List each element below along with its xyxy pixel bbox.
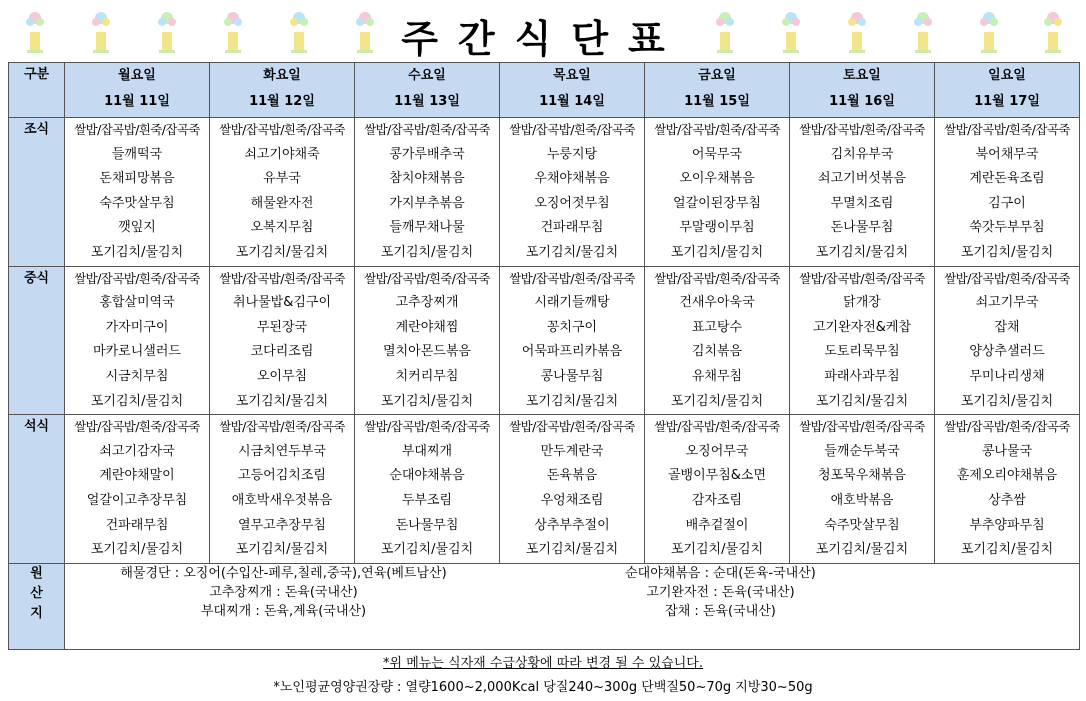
menu-item: 쇠고기야채죽 [244, 146, 320, 162]
menu-item: 쌀밥/잡곡밥/흰죽/잡곡죽 [944, 419, 1070, 435]
origin-item: 부대찌개 : 돈육,계육(국내산) [200, 603, 367, 619]
menu-item: 쌀밥/잡곡밥/흰죽/잡곡죽 [364, 122, 490, 137]
menu-cell [355, 415, 500, 564]
menu-item: 북어채무국 [975, 146, 1039, 162]
menu-item: 상추쌈 [988, 492, 1026, 508]
menu-cell [65, 415, 210, 564]
menu-item: 고추장찌개 [395, 295, 459, 311]
menu-item: 계란야채말이 [99, 468, 175, 484]
menu-item: 쌀밥/잡곡밥/흰죽/잡곡죽 [944, 122, 1070, 137]
menu-item: 콩가루배추국 [389, 146, 465, 162]
menu-item: 훈제오리야채볶음 [956, 468, 1058, 484]
menu-item: 마카로니샐러드 [93, 344, 181, 360]
menu-cell [500, 118, 645, 267]
day-header [65, 63, 210, 118]
menu-item: 포기김치/물김치 [670, 244, 764, 260]
menu-item: 애호박새우젓볶음 [231, 492, 333, 508]
menu-item: 깻잎지 [118, 220, 156, 236]
menu-item: 취나물밥&김구이 [232, 295, 332, 311]
origin-column-left [65, 564, 502, 621]
menu-item: 시래기들깨탕 [534, 295, 610, 311]
menu-item: 어묵무국 [691, 146, 743, 162]
menu-item: 건파래무침 [540, 220, 604, 236]
menu-item: 들깨무채나물 [389, 220, 465, 236]
weekly-menu-table [8, 62, 1080, 650]
menu-cell [790, 415, 935, 564]
menu-item: 쌀밥/잡곡밥/흰죽/잡곡죽 [364, 270, 490, 286]
menu-item: 포기김치/물김치 [235, 393, 329, 409]
menu-item: 어묵파프리카볶음 [521, 344, 623, 360]
origin-item: 순대야채볶음 : 순대(돈육-국내산) [625, 565, 816, 581]
menu-item: 계란야채찜 [395, 319, 459, 335]
dinner-row [9, 415, 1080, 564]
menu-item: 오이무침 [256, 368, 308, 384]
menu-item: 쌀밥/잡곡밥/흰죽/잡곡죽 [219, 419, 345, 435]
header-row [9, 63, 1080, 118]
menu-cell [645, 415, 790, 564]
menu-item: 숙주맛살무침 [99, 195, 175, 211]
menu-item: 쌀밥/잡곡밥/흰죽/잡곡죽 [219, 270, 345, 286]
menu-item: 유부국 [263, 171, 301, 187]
menu-item: 쌀밥/잡곡밥/흰죽/잡곡죽 [799, 122, 925, 137]
menu-item: 도토리묵무침 [824, 344, 900, 360]
menu-item: 코다리조림 [250, 344, 314, 360]
menu-item: 양상추샐러드 [969, 344, 1045, 360]
nutrition-note: *노인평균영양권장량 : 열량1600~2,000Kcal 당질240~300g 단백질50~70g 지방30~50g [273, 680, 813, 695]
origin-column-right [502, 564, 939, 621]
day-date: 11월 16일 [829, 94, 895, 109]
menu-item: 시금치무침 [105, 368, 169, 384]
meal-label: 석식 [9, 415, 65, 564]
menu-item: 시금치연두부국 [238, 443, 326, 459]
origin-row [9, 563, 1080, 649]
day-date: 11월 15일 [684, 94, 750, 109]
menu-item: 얼갈이된장무침 [673, 195, 761, 211]
menu-item: 쌀밥/잡곡밥/흰죽/잡곡죽 [654, 419, 780, 435]
menu-item: 콩나물국 [981, 443, 1033, 459]
day-date: 11월 13일 [394, 94, 460, 109]
menu-item: 쌀밥/잡곡밥/흰죽/잡곡죽 [74, 122, 200, 137]
origin-item: 고기완자전 : 돈육(국내산) [646, 584, 795, 600]
day-date: 11월 11일 [104, 94, 170, 109]
menu-cell [935, 415, 1080, 564]
menu-item: 우엉채조림 [540, 492, 604, 508]
menu-item: 포기김치/물김치 [815, 393, 909, 409]
menu-cell [500, 415, 645, 564]
menu-cell [645, 118, 790, 267]
day-date: 11월 17일 [974, 94, 1040, 109]
menu-item: 들깨순두북국 [824, 443, 900, 459]
menu-item: 콩나물무침 [540, 368, 604, 384]
day-name: 수요일 [408, 68, 446, 83]
menu-cell [65, 266, 210, 415]
day-date: 11월 14일 [539, 94, 605, 109]
menu-item: 오징어젓무침 [534, 195, 610, 211]
menu-item: 쌀밥/잡곡밥/흰죽/잡곡죽 [944, 270, 1070, 286]
origin-item: 잡채 : 돈육(국내산) [665, 603, 776, 619]
day-name: 목요일 [553, 68, 591, 83]
breakfast-row [9, 118, 1080, 267]
day-name: 일요일 [988, 68, 1026, 83]
menu-item: 쇠고기무국 [975, 295, 1039, 311]
menu-item: 오이우채볶음 [679, 171, 755, 187]
menu-cell [935, 118, 1080, 267]
menu-item: 쌀밥/잡곡밥/흰죽/잡곡죽 [74, 270, 200, 286]
menu-item: 누룽지탕 [546, 146, 598, 162]
menu-item: 쑥갓두부무침 [969, 220, 1045, 236]
menu-cell [65, 118, 210, 267]
menu-item: 파래사과무침 [824, 368, 900, 384]
menu-item: 포기김치/물김치 [815, 244, 909, 260]
menu-item: 만두계란국 [540, 443, 604, 459]
menu-item: 고등어김치조림 [238, 468, 326, 484]
origin-info [65, 563, 1080, 649]
day-name: 토요일 [843, 68, 881, 83]
menu-item: 돈나물무침 [830, 220, 894, 236]
menu-item: 순대야채볶음 [389, 468, 465, 484]
day-header [935, 63, 1080, 118]
menu-item: 상추부추절이 [534, 517, 610, 533]
menu-item: 두부조림 [401, 492, 453, 508]
menu-item: 건새우아욱국 [679, 295, 755, 311]
menu-item: 쌀밥/잡곡밥/흰죽/잡곡죽 [219, 122, 345, 137]
menu-cell [355, 266, 500, 415]
menu-item: 포기김치/물김치 [960, 393, 1054, 409]
menu-item: 쌀밥/잡곡밥/흰죽/잡곡죽 [74, 419, 200, 435]
menu-item: 쇠고기버섯볶음 [818, 171, 906, 187]
menu-item: 쌀밥/잡곡밥/흰죽/잡곡죽 [654, 122, 780, 137]
menu-item: 오징어무국 [685, 443, 749, 459]
menu-item: 포기김치/물김치 [90, 393, 184, 409]
menu-item: 포기김치/물김치 [90, 244, 184, 260]
menu-item: 감자조림 [691, 492, 743, 508]
origin-label-char: 원 [30, 565, 43, 581]
menu-item: 포기김치/물김치 [960, 542, 1054, 558]
menu-cell [790, 266, 935, 415]
meal-label: 조식 [9, 118, 65, 267]
menu-cell [210, 415, 355, 564]
origin-item: 해물경단 : 오징어(수입산-페루,칠레,중국),연육(베트남산) [120, 565, 447, 581]
menu-item: 부대찌개 [401, 443, 453, 459]
menu-item: 돈나물무침 [395, 517, 459, 533]
menu-item: 치커리무침 [395, 368, 459, 384]
menu-cell [355, 118, 500, 267]
menu-change-notice: *위 메뉴는 식자재 수급상황에 따라 변경 될 수 있습니다. [383, 656, 703, 671]
lunch-row [9, 266, 1080, 415]
menu-item: 포기김치/물김치 [815, 542, 909, 558]
menu-cell [210, 266, 355, 415]
day-header [355, 63, 500, 118]
menu-item: 애호박볶음 [830, 492, 894, 508]
menu-item: 부추양파무침 [969, 517, 1045, 533]
menu-item: 오복지무침 [250, 220, 314, 236]
menu-item: 얼갈이고추장무침 [86, 492, 188, 508]
menu-item: 쌀밥/잡곡밥/흰죽/잡곡죽 [509, 419, 635, 435]
menu-item: 포기김치/물김치 [525, 244, 619, 260]
menu-item: 무된장국 [256, 319, 308, 335]
menu-item: 잡채 [994, 319, 1020, 335]
menu-item: 포기김치/물김치 [525, 393, 619, 409]
menu-item: 포기김치/물김치 [670, 393, 764, 409]
day-header [500, 63, 645, 118]
menu-item: 무멸치조림 [830, 195, 894, 211]
menu-item: 무미나리생채 [969, 368, 1045, 384]
menu-cell [210, 118, 355, 267]
day-header [210, 63, 355, 118]
menu-item: 포기김치/물김치 [380, 244, 474, 260]
menu-item: 포기김치/물김치 [525, 542, 619, 558]
menu-item: 계란돈육조림 [969, 171, 1045, 187]
menu-item: 김치유부국 [830, 146, 894, 162]
menu-item: 우채야채볶음 [534, 171, 610, 187]
menu-item: 홍합살미역국 [99, 295, 175, 311]
menu-item: 가자미구이 [105, 319, 169, 335]
menu-item: 포기김치/물김치 [235, 542, 329, 558]
day-name: 화요일 [263, 68, 301, 83]
menu-item: 포기김치/물김치 [380, 542, 474, 558]
page-title: 주간식단표 [401, 17, 685, 61]
menu-item: 숙주맛살무침 [824, 517, 900, 533]
menu-item: 가지부추볶음 [389, 195, 465, 211]
menu-item: 고기완자전&케찹 [812, 319, 912, 335]
menu-item: 꽁치구이 [546, 319, 598, 335]
menu-item: 쌀밥/잡곡밥/흰죽/잡곡죽 [654, 270, 780, 286]
menu-item: 청포묵우채볶음 [818, 468, 906, 484]
menu-item: 포기김치/물김치 [235, 244, 329, 260]
menu-item: 쌀밥/잡곡밥/흰죽/잡곡죽 [509, 122, 635, 137]
menu-item: 쌀밥/잡곡밥/흰죽/잡곡죽 [799, 270, 925, 286]
menu-item: 쌀밥/잡곡밥/흰죽/잡곡죽 [364, 419, 490, 435]
menu-item: 쌀밥/잡곡밥/흰죽/잡곡죽 [509, 270, 635, 286]
menu-item: 김구이 [988, 195, 1026, 211]
menu-item: 들깨떡국 [111, 146, 163, 162]
meal-label: 중식 [9, 266, 65, 415]
menu-item: 포기김치/물김치 [90, 542, 184, 558]
menu-item: 쌀밥/잡곡밥/흰죽/잡곡죽 [799, 419, 925, 435]
menu-item: 건파래무침 [105, 517, 169, 533]
origin-label-char: 산 [30, 585, 43, 601]
title-banner [0, 0, 1086, 60]
header-label: 구분 [9, 63, 65, 118]
menu-item: 포기김치/물김치 [670, 542, 764, 558]
menu-item: 닭개장 [843, 295, 881, 311]
origin-item: 고추장찌개 : 돈육(국내산) [209, 584, 358, 600]
menu-item: 해물완자전 [250, 195, 314, 211]
origin-label [9, 563, 65, 649]
menu-cell [645, 266, 790, 415]
menu-item: 무말랭이무침 [679, 220, 755, 236]
menu-cell [935, 266, 1080, 415]
menu-cell [500, 266, 645, 415]
day-name: 월요일 [118, 68, 156, 83]
menu-item: 돈채피망볶음 [99, 171, 175, 187]
menu-item: 참치야채볶음 [389, 171, 465, 187]
menu-item: 열무고추장무침 [238, 517, 326, 533]
menu-item: 배추겉절이 [685, 517, 749, 533]
menu-item: 포기김치/물김치 [380, 393, 474, 409]
day-date: 11월 12일 [249, 94, 315, 109]
day-name: 금요일 [698, 68, 736, 83]
day-header [645, 63, 790, 118]
menu-item: 멸치아몬드볶음 [383, 344, 471, 360]
origin-label-char: 지 [30, 605, 43, 621]
menu-item: 표고탕수 [691, 319, 743, 335]
menu-item: 쇠고기감자국 [99, 443, 175, 459]
menu-item: 유채무침 [691, 368, 743, 384]
menu-cell [790, 118, 935, 267]
menu-item: 김치볶음 [691, 344, 743, 360]
menu-item: 포기김치/물김치 [960, 244, 1054, 260]
day-header [790, 63, 935, 118]
menu-item: 돈육볶음 [546, 468, 598, 484]
menu-item: 골뱅이무침&소면 [667, 468, 767, 484]
